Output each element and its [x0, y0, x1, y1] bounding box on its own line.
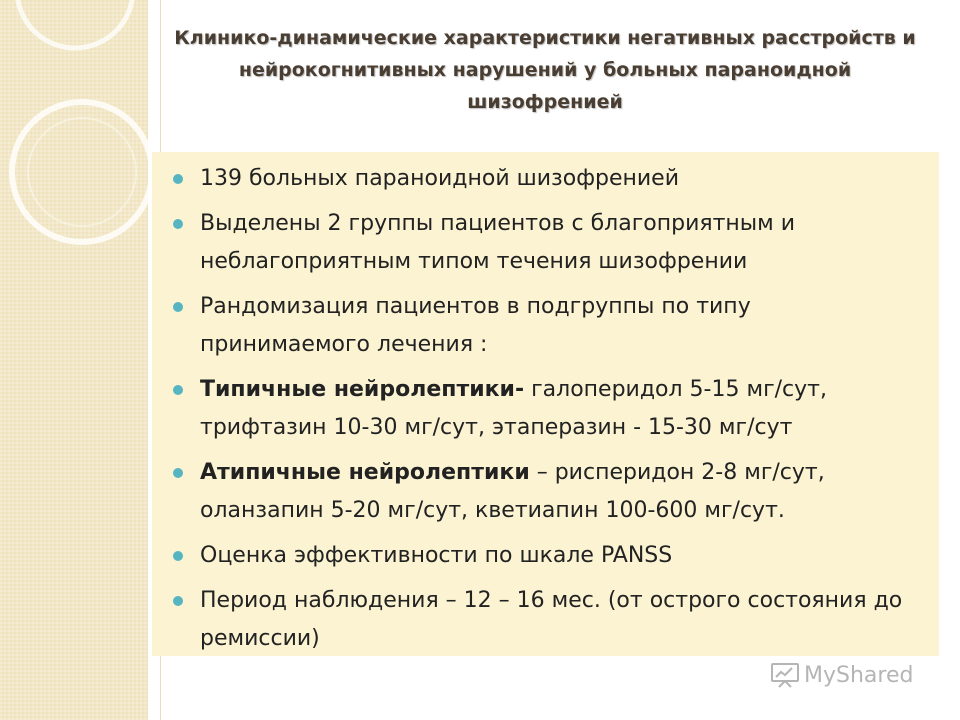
- bullet-item-panss: [152, 537, 939, 575]
- watermark-brand-text: MyShared: [804, 662, 914, 688]
- bullet-dot-icon: [173, 174, 183, 184]
- bullet-list: [152, 152, 939, 658]
- content-panel: [152, 152, 939, 656]
- bullet-item-patients: [152, 160, 939, 198]
- decorative-side-strip: [0, 0, 148, 720]
- decorative-rings: [0, 0, 148, 720]
- slide-title: Клинико-динамические характеристики негативных расстройств и нейрокогнитивных нарушений у больных параноидной шизофренией: [174, 27, 916, 113]
- bullet-bold-term: Типичные нейролептики-: [200, 377, 525, 402]
- bullet-item-randomization: [152, 288, 939, 364]
- bullet-item-typical-neuroleptics: [152, 371, 939, 447]
- bullet-dot-icon: [173, 468, 183, 478]
- bullet-text: Выделены 2 группы пациентов с благоприятным и неблагоприятным типом течения шизофрении: [200, 211, 796, 274]
- bullet-item-atypical-neuroleptics: [152, 454, 939, 530]
- bullet-text: – рисперидон 2-8 мг/сут, оланзапин 5-20 мг/сут, кветиапин 100-600 мг/сут.: [200, 460, 825, 523]
- bullet-text: 139 больных параноидной шизофренией: [200, 166, 680, 191]
- bullet-dot-icon: [173, 596, 183, 606]
- bullet-item-observation-period: [152, 582, 939, 658]
- bullet-text: Рандомизация пациентов в подгруппы по типу принимаемого лечения :: [200, 294, 751, 357]
- bullet-dot-icon: [173, 219, 183, 229]
- bullet-text: галоперидол 5-15 мг/сут, трифтазин 10-30 мг/сут, этаперазин - 15-30 мг/сут: [200, 377, 827, 440]
- bullet-text: Оценка эффективности по шкале PANSS: [200, 543, 673, 568]
- bullet-item-groups: [152, 205, 939, 281]
- bullet-dot-icon: [173, 302, 183, 312]
- bullet-dot-icon: [173, 551, 183, 561]
- presentation-board-icon: [770, 662, 800, 688]
- bullet-dot-icon: [173, 385, 183, 395]
- bullet-text: Период наблюдения – 12 – 16 мес. (от острого состояния до ремиссии): [200, 588, 903, 651]
- myshared-watermark: [770, 660, 913, 690]
- bullet-bold-term: Атипичные нейролептики: [200, 460, 530, 485]
